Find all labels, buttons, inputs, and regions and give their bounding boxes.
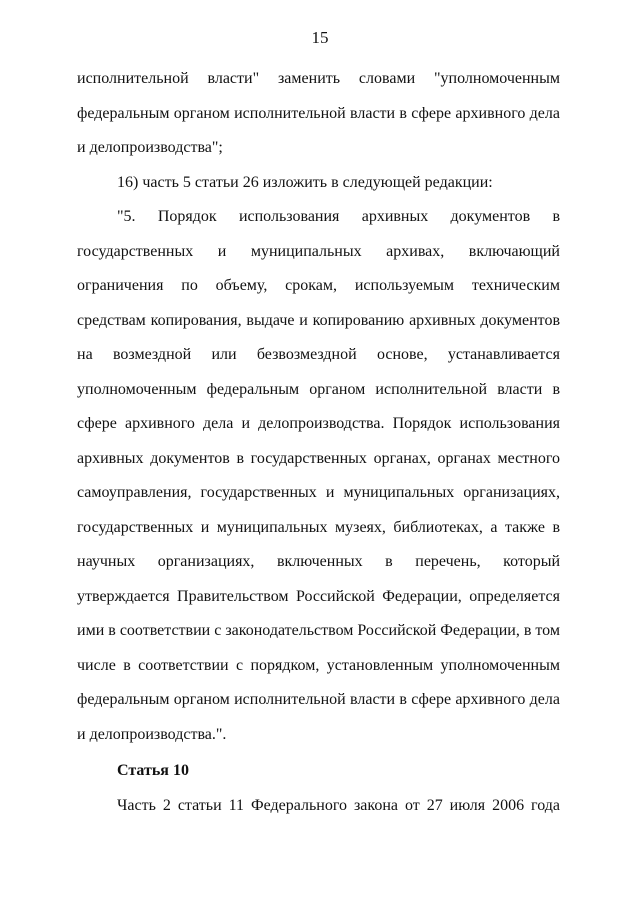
document-body bbox=[77, 62, 560, 823]
page-number: 15 bbox=[311, 28, 329, 47]
article-heading: Статья 10 bbox=[117, 762, 189, 779]
paragraph-continuation: исполнительной власти" заменить словами "уполномоченным федеральным органом исполнительной власти в сфере архивного дела и делопроизводства"; bbox=[77, 70, 560, 156]
paragraph-article-10: Часть 2 статьи 11 Федерального закона от 27 июля 2006 года bbox=[117, 796, 560, 814]
paragraph-item-16: 16) часть 5 статьи 26 изложить в следующей редакции: bbox=[117, 173, 493, 191]
paragraph-quoted-part-5: "5. Порядок использования архивных документов в государственных и муниципальных архивах, включающий ограничения по объему, срокам, используемым техническим средствам копирования, выдаче и копированию архивных документов на возмездной или безвозмездной основе, устанавливается уполномоченным федеральным органом исполнительной власти в сфере архивного дела и делопроизводства. Порядок использования архивных документов в государственных органах, органах местного самоуправления, государственных и муниципальных организациях, государственных и муниципальных музеях, библиотеках, а также в научных организациях, включенных в перечень, который утверждается Правительством Российской Федерации, определяется ими в соответствии с законодательством Российской Федерации, в том числе в соответствии с порядком, установленным уполномоченным федеральным органом исполнительной власти в сфере архивного дела и делопроизводства.". bbox=[77, 208, 560, 743]
